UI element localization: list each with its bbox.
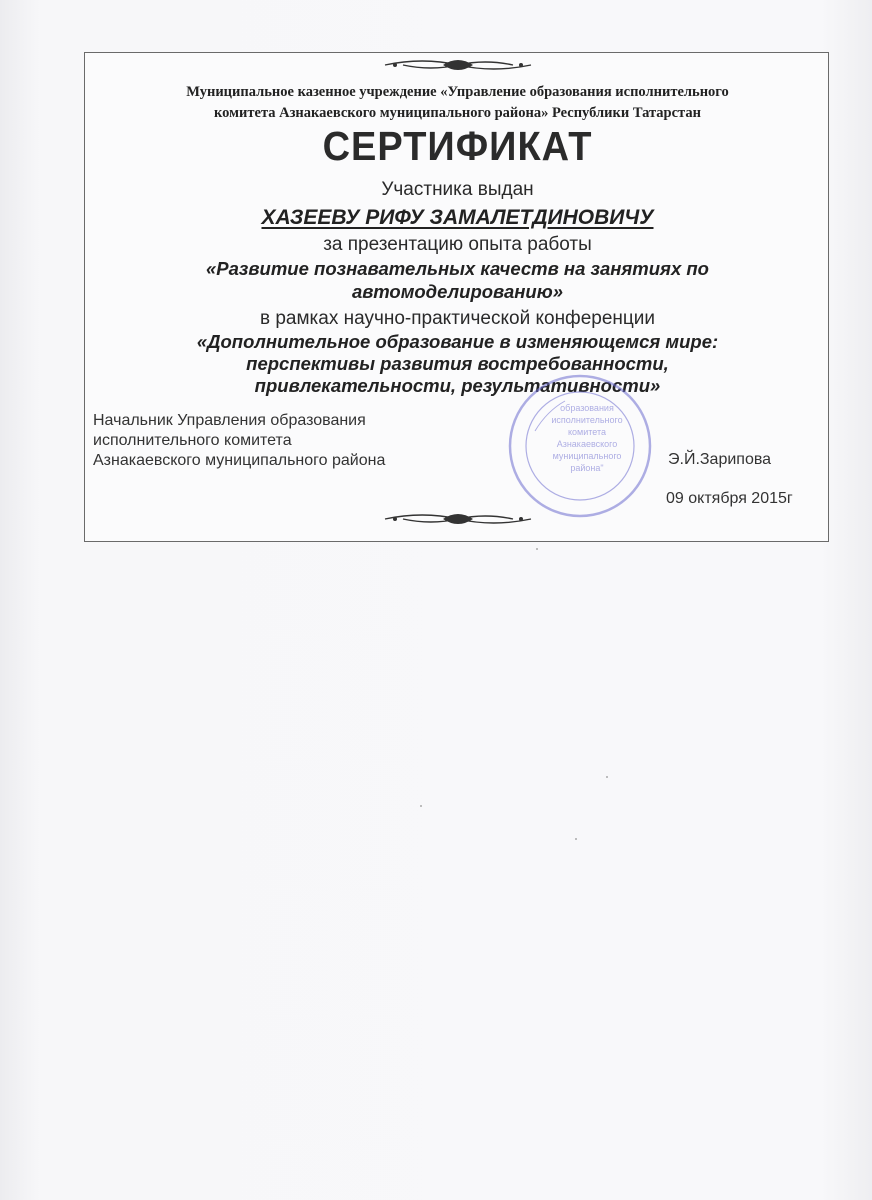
- official-title: [93, 411, 385, 471]
- issued-to-label: Участника выдан: [381, 179, 534, 200]
- scan-speck: [536, 548, 538, 550]
- stamp-line-6: района": [570, 463, 604, 473]
- signer-name: Э.Й.Зарипова: [668, 451, 772, 468]
- context-label: в рамках научно-практической конференции: [259, 308, 655, 329]
- issuer-header-line2: комитета Азнакаевского муниципального района» Республики Татарстан: [214, 105, 701, 121]
- stamp-line-2: исполнительного: [551, 415, 623, 425]
- topic-line2: автомоделированию»: [351, 281, 564, 302]
- stamp-line-5: муниципального: [552, 451, 622, 461]
- certificate-frame: [84, 52, 829, 542]
- official-stamp: [495, 371, 665, 521]
- official-line3: Азнакаевского муниципального района: [93, 452, 386, 469]
- issue-date: 09 октября 2015г: [666, 490, 793, 507]
- official-line2: исполнительного комитета: [93, 432, 292, 449]
- conference-line3: привлекательности, результативности»: [254, 375, 661, 396]
- stamp-line-3: комитета: [567, 427, 607, 437]
- conference-line2: перспективы развития востребованности,: [246, 353, 669, 374]
- scan-speck: [606, 776, 608, 778]
- issuer-header: [85, 82, 830, 124]
- issuer-header-line1: Муниципальное казенное учреждение «Управление образования исполнительного: [186, 84, 729, 100]
- topic-line1: «Развитие познавательных качеств на занятиях по: [206, 258, 709, 279]
- bottom-ornament: [383, 509, 533, 529]
- for-label: за презентацию опыта работы: [323, 234, 592, 255]
- scan-speck: [575, 838, 577, 840]
- certificate-title: СЕРТИФИКАТ: [322, 124, 593, 170]
- official-line1: Начальник Управления образования: [93, 412, 366, 429]
- conference-line1: «Дополнительное образование в изменяющемся мире:: [196, 331, 719, 352]
- scan-speck: [420, 805, 422, 807]
- recipient-name: ХАЗЕЕВУ РИФУ ЗАМАЛЕТДИНОВИЧУ: [261, 206, 654, 229]
- stamp-line-4: Азнакаевского: [556, 439, 618, 449]
- stamp-line-1: образования: [560, 403, 614, 413]
- top-ornament: [383, 55, 533, 75]
